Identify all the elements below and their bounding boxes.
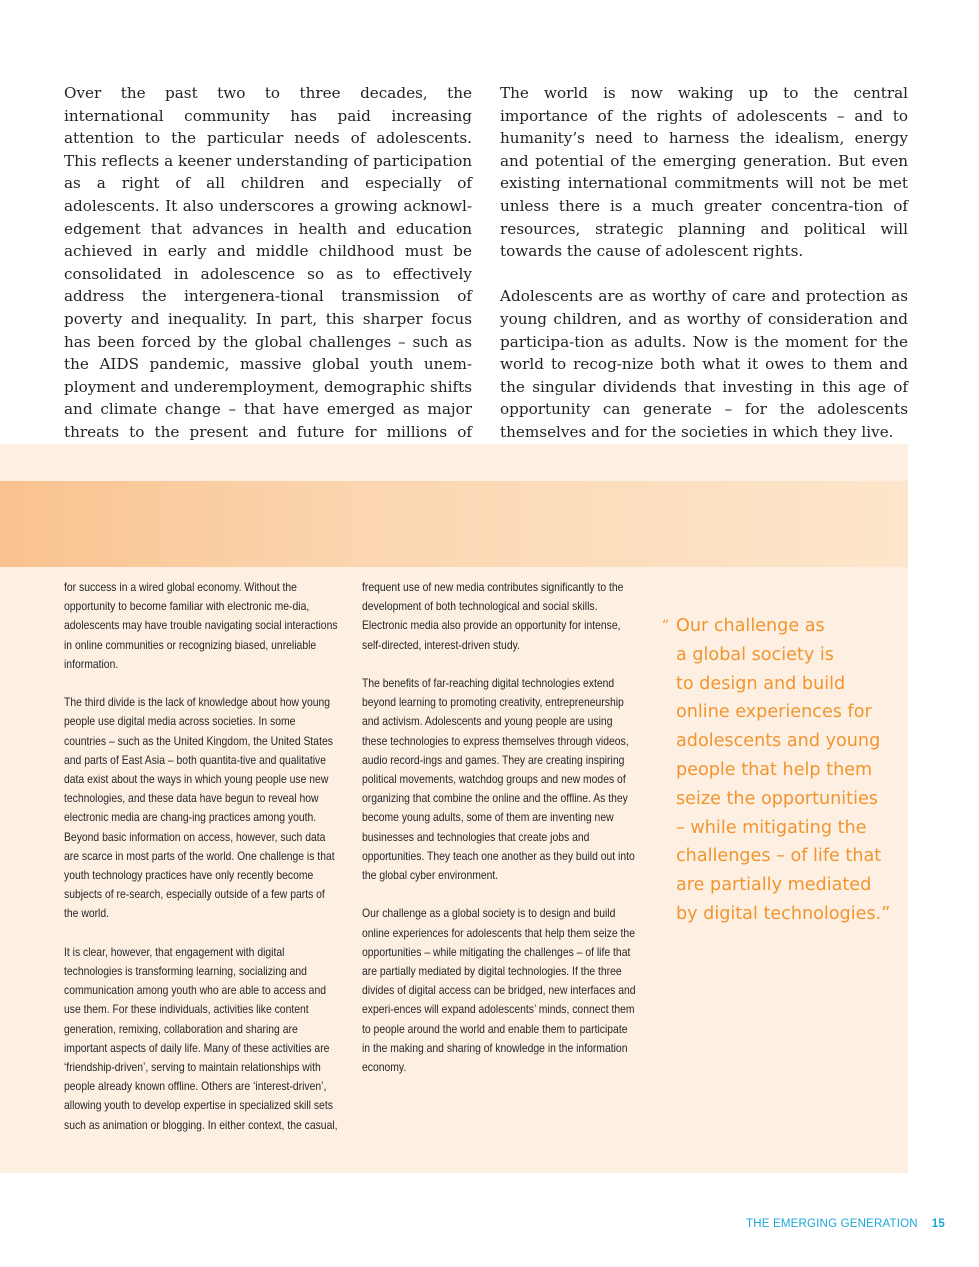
page-number: 15 [931, 1218, 945, 1230]
pull-quote-line: people that help them [676, 759, 873, 780]
pull-quote-line: challenges – of life that [676, 846, 882, 867]
panel-paragraph: The third divide is the lack of knowledge about how young people use digital media across societies. In some countries – such as the United Kingdom, the United States and parts of East Asia – both quantita-tive and qualitative data exist about the ways in which young people use new technologies, and these data have begun to reveal how electronic media are chang-ing practices among youth. Beyond basic information on access, however, such data are scarce in most parts of the world. One challenge is that youth technology practices have only recently become subjects of re-search, especially outside of a few parts of the world. [64, 695, 335, 921]
intro-paragraph: Over the past two to three decades, the international community has paid increasing attention to the particular needs of adolescents. This reflects a keener understanding of participation as a right of all children and especially of adolescents. It also underscores a growing acknowl-edgement that advances in health and education achieved in early and middle childhood must be consolidated in adolescence so as to effectively address the intergenera-tional transmission of poverty and inequality. In part, this sharper focus has been forced by the global challenges – such as the AIDS pandemic, massive global youth unem-ployment and underemployment, demographic shifts and climate change – that have emerged as major threats to the present and future for millions of [64, 84, 472, 441]
pull-quote-line: are partially mediated [676, 875, 872, 896]
pull-quote-line: a global society is [676, 644, 834, 665]
panel-paragraph: Our challenge as a global society is to design and build online experiences for adolescents that help them seize the opportunities – while mitigating the challenges – of life that are partially mediated by digital technologies. If the three divides of digital access can be bridged, new interfaces and experi-ences will expand adolescents’ minds, connect them to people around the world and enable them to participate in the making and sharing of knowledge in the information economy. [362, 906, 636, 1075]
intro-column-right [500, 82, 908, 466]
pull-quote-line: – while mitigating the [676, 817, 867, 838]
pull-quote-line: to design and build [676, 673, 846, 694]
panel-header-band [0, 481, 908, 567]
pull-quote-text [662, 612, 902, 929]
intro-column-left [64, 82, 472, 489]
panel-paragraph: It is clear, however, that engagement with digital technologies is transforming learning, socializing and communication among youth who are able to access and use them. For these individuals, activities like content generation, remixing, collaboration and sharing are important aspects of daily life. Many of these activities are ‘friendship-driven’, serving to maintain relationships with people already known offline. Others are ‘interest-driven’, allowing youth to develop expertise in specialized skill sets such as animation or blogging. In either context, the casual, [64, 944, 338, 1132]
panel-paragraph: The benefits of far-reaching digital technologies extend beyond learning to promoting creativity, entrepreneurship and activism. Adolescents and young people are using these technologies to express themselves through videos, audio record-ings and games. They are creating inspiring political movements, watchdog groups and new modes of organizing that combine the online and the offline. As they become young adults, some of them are inventing new businesses and technologies that create jobs and opportunities. They teach one another as they build out into the global cyber environment. [362, 676, 635, 883]
panel-column-middle [362, 578, 637, 1096]
intro-paragraph: Adolescents are as worthy of care and protection as young children, and as worthy of consideration and participa-tion as adults. Now is the moment for the world to recog-nize both what it owes to them and the singular dividends that investing in this age of opportunity can generate – for the adolescents themselves and for the societies in which they live. [500, 287, 908, 441]
pull-quote-line: Our challenge as [676, 616, 825, 636]
panel-paragraph: frequent use of new media contributes significantly to the development of both technological and social skills. Electronic media also provide an opportunity for intense, self-directed, interest-driven study. [362, 580, 624, 652]
pull-quote-line: online experiences for [676, 702, 872, 723]
panel-column-left [64, 578, 339, 1154]
intro-paragraph: The world is now waking up to the central importance of the rights of adolescents – and to humanity’s need to harness the idealism, energy and potential of the emerging generation. But even existing international commitments will not be met unless there is a much greater concentra-tion of resources, strategic planning and political will towards the cause of adolescent rights. [500, 84, 908, 261]
pull-quote-line: adolescents and young [676, 731, 881, 752]
pull-quote [662, 612, 902, 929]
running-section-title: THE EMERGING GENERATION [746, 1218, 918, 1230]
pull-quote-line: by digital technologies.” [676, 903, 891, 924]
panel-paragraph: for success in a wired global economy. Without the opportunity to become familiar with electronic me-dia, adolescents may have trouble navigating social interactions in online communities or recognizing biased, unreliable information. [64, 580, 338, 671]
open-quote-mark: “ [662, 618, 670, 634]
page-footer [746, 1218, 945, 1230]
pull-quote-line: seize the opportunities [676, 788, 878, 809]
